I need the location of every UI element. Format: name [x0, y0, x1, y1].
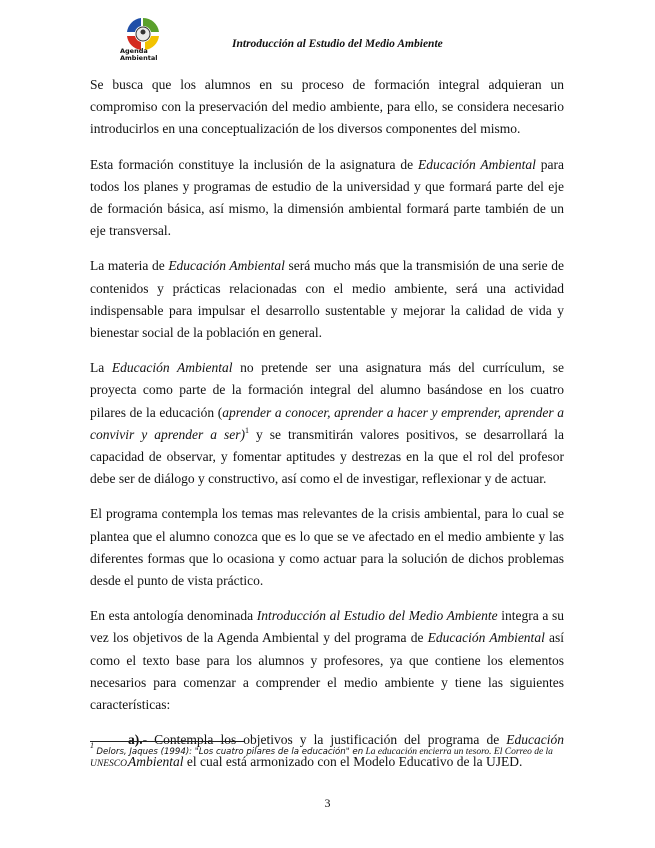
- footnote-rule: [90, 741, 245, 742]
- p2-text-c: para todos los planes y programas de estudio de la universidad y que formará parte del eje de formación básica, así mismo, la dimensión ambiental formará parte también de un eje transversal.: [90, 156, 564, 239]
- p6-italic-subject: Educación Ambiental: [427, 630, 545, 646]
- p4-italic-pillars: aprender a conocer, aprender a hacer y emprender, aprender a convivir y aprender a ser): [90, 404, 565, 442]
- running-header-title: Introducción al Estudio del Medio Ambiente: [232, 38, 443, 50]
- item-a-text-c: el cual está armonizado con el Modelo Educativo de la UJED.: [183, 754, 523, 770]
- p6-text-c: integra a su vez los objetivos de la Agenda Ambiental y del programa de: [90, 608, 564, 646]
- footnote-reference: 1: [244, 425, 249, 435]
- footnote: [90, 741, 564, 770]
- p4-text-c: no pretende ser una asignatura más del currículum, se proyecta como parte de la formación integral del alumno basándose en los cuatro pilares de la educación (: [90, 360, 564, 420]
- logo-text-line1: Agenda: [120, 47, 148, 55]
- p4-text-a: La: [90, 360, 112, 376]
- paragraph-1: Se busca que los alumnos en su proceso de formación integral adquieran un compromiso con la preservación del medio ambiente, para ello, se considera necesario introducirlos en una conceptualización de los diversos componentes del mismo.: [90, 77, 564, 137]
- p2-italic-subject: Educación Ambiental: [418, 156, 536, 172]
- footnote-author: Delors, Jaques (1994): "Los cuatro pilares de la educación" en: [96, 747, 364, 757]
- p4-italic-subject: Educación Ambiental: [111, 360, 233, 376]
- document-body: [90, 74, 564, 787]
- page-number: 3: [324, 796, 331, 810]
- p6-italic-title: Introducción al Estudio del Medio Ambiente: [256, 608, 498, 624]
- p3-text-c: será mucho más que la transmisión de una serie de contenidos y prácticas relacionadas con el medio ambiente, será una actividad indispensable para impulsar el desarrollo sustentable y mejorar la calidad de vida y bienestar social de la población en general.: [90, 258, 564, 341]
- footnote-source: La educación encierra un tesoro. El Correo de la UNESCO.: [90, 747, 553, 769]
- p3-italic-subject: Educación Ambiental: [168, 258, 285, 274]
- p6-text-e: así como el texto base para los alumnos y profesores, ya que contiene los elementos necesarios para comenzar a comprender el medio ambiente y tiene las siguientes características:: [90, 630, 565, 713]
- footnote-number: 1: [90, 741, 94, 750]
- paragraph-5: El programa contempla los temas mas relevantes de la crisis ambiental, para lo cual se plantea que el alumno conozca que es lo que se ve afectado en el medio ambiente y las diferentes formas que lo ocasiona y como actuar para la solución de dichos problemas desde el punto de vista práctico.: [90, 506, 564, 589]
- p3-text-a: La materia de: [90, 258, 169, 274]
- paragraph-3: [90, 255, 564, 344]
- paragraph-2: [90, 154, 564, 243]
- paragraph-6: [90, 605, 564, 716]
- p6-text-a: En esta antología denominada: [90, 608, 257, 624]
- p4-text-e: y se transmitirán valores positivos, se desarrollará la capacidad de observar, y fomentar aptitudes y destrezas en la que el rol del profesor debe ser de diálogo y constructivo, así como el de investigar, reflexionar y de actuar.: [90, 426, 564, 487]
- p2-text-a: Esta formación constituye la inclusión de la asignatura de: [90, 156, 419, 172]
- item-a-label: a).-: [128, 732, 148, 748]
- logo-text-line2: Ambiental: [120, 54, 158, 62]
- logo-text: [120, 48, 157, 62]
- paragraph-4: [90, 357, 564, 490]
- item-a-text-a: Contempla los objetivos y la justificación del programa de: [147, 732, 507, 748]
- item-a-italic-subject: Educación Ambiental: [128, 732, 564, 770]
